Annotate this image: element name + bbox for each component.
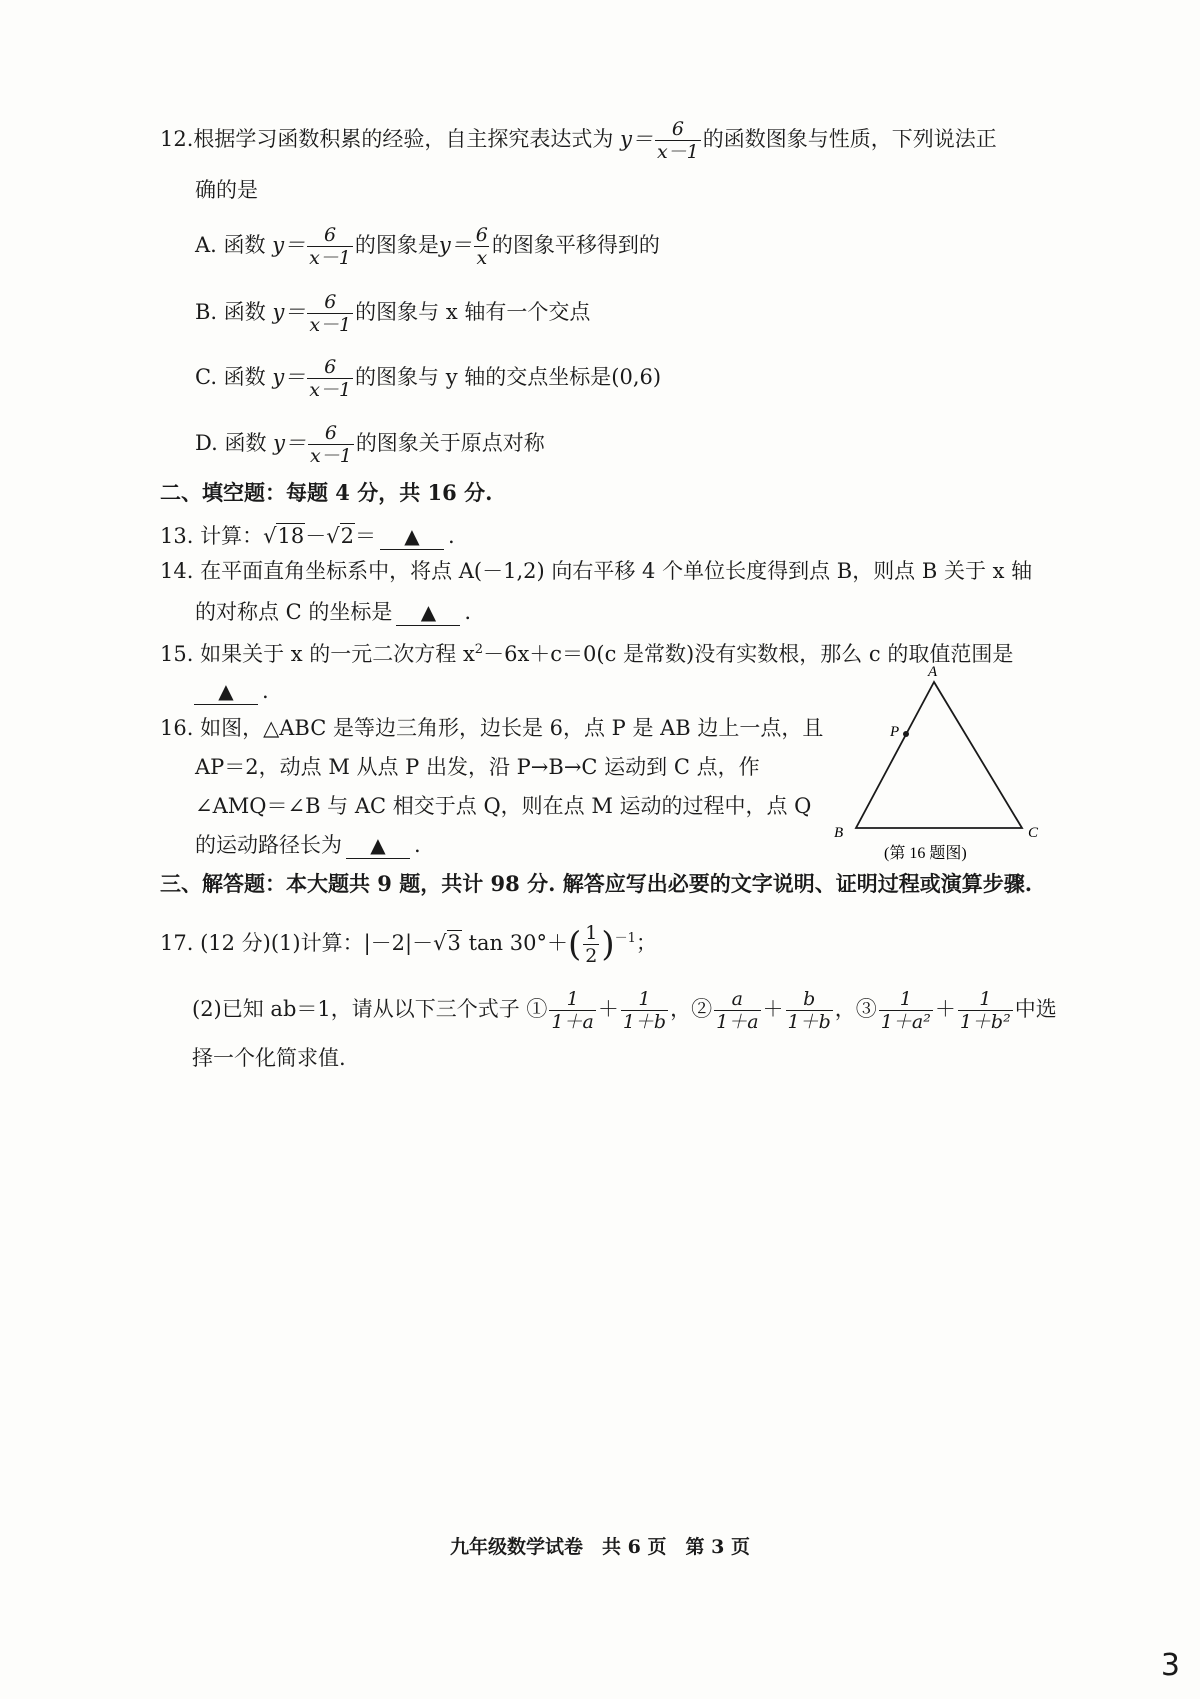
q17-f2a [714,988,760,1033]
q17-f3b-num: 1 [979,988,992,1010]
q15-answer-blank[interactable]: ▲ [194,678,258,705]
q12-line2: 确的是 [195,178,258,202]
q17-part2-prefix: (2)已知 ab＝1，请从以下三个式子 ① [192,997,548,1021]
q12-stem-tail: 的函数图象与性质，下列说法正 [702,127,997,151]
q12-fraction [655,118,701,163]
q16-figure [826,660,1056,870]
q12-option-a [195,224,660,269]
option-a-extra-num: 6 [475,224,488,246]
q17-part1-prefix: 17. (12 分)(1)计算：|－2|－ [160,931,434,955]
label-a: A [928,664,938,680]
option-c-tail: 的图象与 y 轴的交点坐标是(0,6) [355,365,662,389]
q16-end: . [414,833,421,857]
option-a-prefix: A. 函数 [195,233,273,257]
q15-sup: 2 [474,642,484,657]
q14-line2 [195,597,471,627]
page-footer: 九年级数学试卷 共 6 页 第 3 页 [450,1536,750,1558]
q13-sqrt-2: 2 [340,524,354,548]
q12-frac-den: x－1 [656,141,699,163]
q17-f3a-den: 1＋a² [880,1011,931,1033]
q17-part2-line2: 择一个化简求值. [192,1046,346,1070]
q17-f3b-den: 1＋b² [959,1011,1011,1033]
option-d-den: x－1 [310,445,352,467]
option-c-fraction [307,356,353,401]
option-b-den: x－1 [309,314,352,336]
q14-line1: 14. 在平面直角坐标系中，将点 A(－1,2) 向右平移 4 个单位长度得到点 B，则点 B 关于 x 轴 [160,559,1033,583]
q17-half [583,922,599,967]
triangle-abc [856,682,1022,828]
option-c-num: 6 [324,356,337,378]
option-c-lhs: y＝ [272,365,306,389]
option-a-extra-lhs: y＝ [438,233,472,257]
q17-half-num: 1 [585,922,598,944]
q17-part1: 17. (12 分)(1)计算：|－2|－√3 tan 30°＋( $\frac{1}{2}$ )$^{-1}$； [160,922,657,967]
q17-paren-open: ( [567,924,582,965]
section3-title: 三、解答题：本大题共 9 题，共计 98 分. 解答应写出必要的文字说明、证明过程或演算步骤. [160,871,1033,896]
q17-part1-end: ； [635,931,657,955]
q13: 13. 计算：√18－√2＝ ▲ . [160,524,455,548]
option-d-lhs: y＝ [273,431,306,455]
q17-f1b-den: 1＋b [622,1011,667,1033]
q13-prefix: 13. 计算： [160,524,264,548]
q17-mark3: ，③ [834,997,877,1021]
q13-answer-blank[interactable]: ▲ [380,523,444,550]
q17-f2b-num: b [803,988,816,1010]
q17-f2a-num: a [731,988,743,1010]
q12-func-lhs: y＝ [620,127,653,151]
q13-end: . [447,524,455,548]
option-d-prefix: D. 函数 [195,431,274,455]
section2-title: 二、填空题：每题 4 分，共 16 分. [160,480,493,505]
option-a-den: x－1 [309,247,351,269]
q17-exponent: －1 [614,931,636,946]
q17-part2 [192,988,1057,1033]
q17-f3b [958,988,1013,1033]
q17-f1b-num: 1 [638,988,651,1010]
q16-line1: 16. 如图，△ABC 是等边三角形，边长是 6，点 P 是 AB 边上一点，且 [160,716,824,740]
q12-option-d [195,422,545,467]
q14-line2-prefix: 的对称点 C 的坐标是 [195,600,393,624]
q13-sqrt-18: 18 [277,524,305,548]
option-b-fraction [307,291,353,336]
q17-f3a [879,988,933,1033]
q17-plus-1: ＋ [597,997,619,1021]
q17-f1a [549,988,595,1033]
q14-answer-blank[interactable]: ▲ [396,599,460,626]
q17-mark2: ，② [670,997,713,1021]
q12-stem: 12.根据学习函数积累的经验，自主探究表达式为 [160,127,614,151]
q14-end: . [464,600,472,624]
label-b: B [834,825,844,841]
page-number: 3 [1160,1648,1180,1683]
q15-end: . [262,679,269,703]
option-a-extra-den: x [476,247,488,269]
q17-f1a-den: 1＋a [551,1011,594,1033]
option-a-fraction [307,224,353,269]
label-c: C [1028,825,1039,841]
q15-line2 [190,676,269,706]
q17-f2b [786,988,833,1033]
option-d-tail: 的图象关于原点对称 [355,431,545,455]
q17-f1b [621,988,668,1033]
q17-f2a-den: 1＋a [716,1011,759,1033]
q17-f1a-num: 1 [566,988,579,1010]
q16-line2: AP＝2，动点 M 从点 P 出发，沿 P→B→C 运动到 C 点，作 [195,755,760,779]
q17-f3a-num: 1 [899,988,912,1010]
point-p [903,731,909,737]
q17-part2-tail: 中选 [1014,997,1057,1021]
option-a-extra-tail: 的图象平移得到的 [491,233,660,257]
option-c-prefix: C. 函数 [195,365,273,389]
option-a-extra-fraction [474,224,490,269]
q13-minus: － [305,524,327,548]
option-b-num: 6 [324,291,337,313]
q17-paren-close: ) [601,924,615,965]
label-p: P [890,724,900,740]
q16-answer-blank[interactable]: ▲ [346,832,410,859]
option-b-tail: 的图象与 x 轴有一个交点 [355,300,591,324]
option-b-prefix: B. 函数 [195,300,273,324]
q13-eq: ＝ [354,524,376,548]
q12-option-c [195,356,661,401]
option-c-den: x－1 [309,379,352,401]
option-a-num: 6 [323,224,337,246]
q17-plus-2: ＋ [762,997,784,1021]
q16-line4 [195,830,421,860]
q16-line4-prefix: 的运动路径长为 [195,833,342,857]
q12-option-b [195,291,590,336]
q17-plus-3: ＋ [934,997,956,1021]
option-b-lhs: y＝ [272,300,306,324]
q17-half-den: 2 [585,945,598,967]
q17-tan: tan 30°＋ [461,931,568,955]
q17-f2b-den: 1＋b [787,1011,831,1033]
q15-text-b: －6x＋c＝0(c 是常数)没有实数根，那么 c 的取值范围是 [483,642,1014,666]
option-d-num: 6 [324,422,337,444]
option-d-fraction [308,422,354,467]
q15-text-a: 15. 如果关于 x 的一元二次方程 x [160,642,475,666]
q17-sqrt3: 3 [447,931,461,955]
q12-line1 [160,118,997,163]
q12-frac-num: 6 [671,118,684,140]
option-a-lhs: y＝ [272,233,306,257]
figure-caption: (第 16 题图) [884,845,967,862]
q16-line3: ∠AMQ＝∠B 与 AC 相交于点 Q，则在点 M 运动的过程中，点 Q [195,794,812,818]
option-a-tail: 的图象是 [354,233,439,257]
